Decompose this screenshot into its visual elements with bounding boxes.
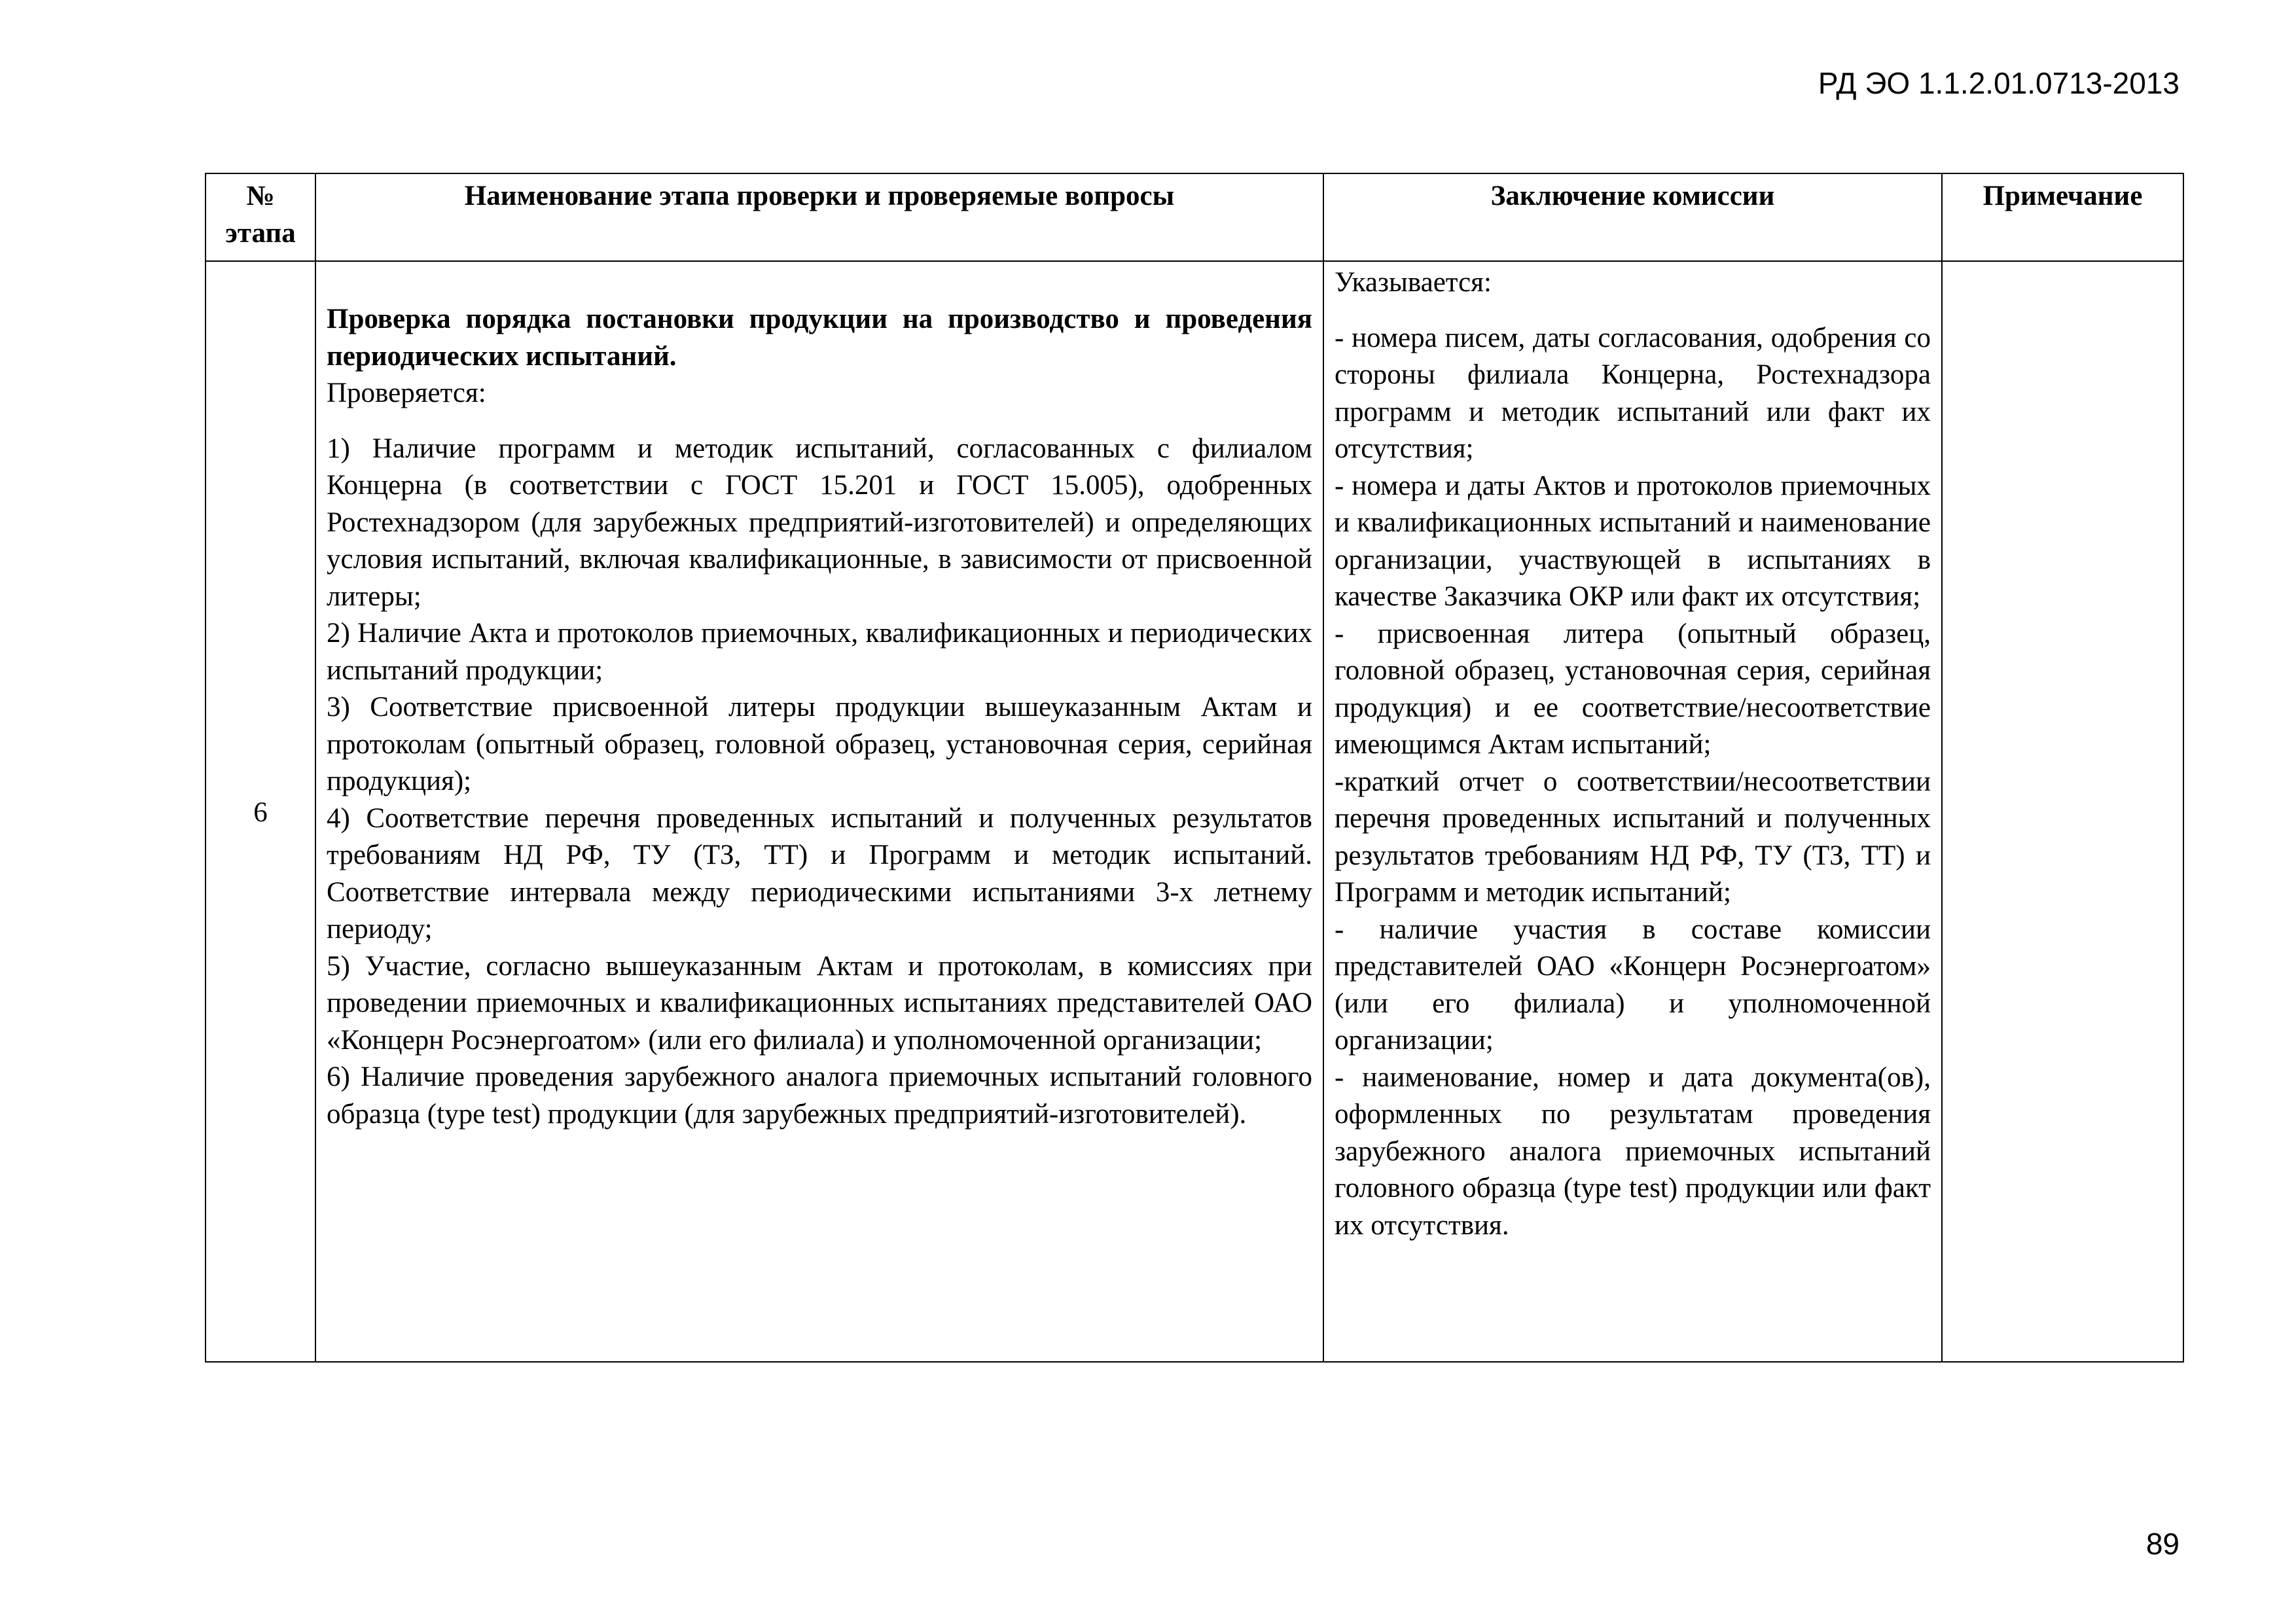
check-item: 5) Участие, согласно вышеуказанным Актам и протоколам, в комиссиях при проведении приемочных и квалификационных испытаниях представителей ОАО «Концерн Росэнергоатом» (или его филиала) и уполномоченной организации; [327, 950, 1312, 1056]
conclusion-item: - наименование, номер и дата документа(ов), оформленных по результатам проведения зарубежного аналога приемочных испытаний головного образца (type test) продукции или факт их отсутствия. [1335, 1061, 1931, 1241]
table-header-row [206, 173, 2183, 261]
check-item: 3) Соответствие присвоенной литеры продукции вышеуказанным Актам и протоколам (опытный образец, головной образец, установочная серия, серийная продукция); [327, 692, 1312, 796]
table-row [206, 261, 2183, 1362]
conclusion-item: - наличие участия в составе комиссии представителей ОАО «Концерн Росэнергоатом» (или его филиала) и уполномоченной организации; [1335, 914, 1931, 1056]
checked-intro: Проверяется: [327, 378, 486, 408]
commission-conclusion-cell [1323, 261, 1942, 1362]
stage-description-cell [315, 261, 1323, 1362]
note-cell [1942, 261, 2183, 1362]
check-item: 2) Наличие Акта и протоколов приемочных, квалификационных и периодических испытаний продукции; [327, 618, 1312, 686]
header-stage-number: № этапа [206, 173, 315, 261]
header-stage-name: Наименование этапа проверки и проверяемые вопросы [315, 173, 1323, 261]
conclusion-item: - присвоенная литера (опытный образец, головной образец, установочная серия, серийная продукция) и ее соответствие/несоответствие имеющимся Актам испытаний; [1335, 618, 1931, 760]
header-commission-conclusion: Заключение комиссии [1323, 173, 1942, 261]
conclusion-intro: Указывается: [1335, 267, 1492, 298]
conclusion-item: - номера писем, даты согласования, одобрения со стороны филиала Концерна, Ростехнадзора программ и методик испытаний или факт их отсутствия; [1335, 322, 1931, 464]
check-item: 4) Соответствие перечня проведенных испытаний и полученных результатов требованиям НД РФ, ТУ (ТЗ, ТТ) и Программ и методик испытаний. Соответствие интервала между периодическими испытаниями 3-х летнему периоду; [327, 802, 1312, 944]
page-number: 89 [2145, 1527, 2179, 1561]
conclusion-item: -краткий отчет о соответствии/несоответствии перечня проведенных испытаний и полученных результатов требованиям НД РФ, ТУ (ТЗ, ТТ) и Программ и методик испытаний; [1335, 766, 1931, 908]
check-item: 1) Наличие программ и методик испытаний, согласованных с филиалом Концерна (в соответствии с ГОСТ 15.201 и ГОСТ 15.005), одобренных Ростехнадзором (для зарубежных предприятий-изготовителей) и определяющих условия испытаний, включая квалификационные, в зависимости от присвоенной литеры; [327, 433, 1312, 612]
stage-title: Проверка порядка постановки продукции на производство и проведения периодических испытаний. [327, 304, 1312, 372]
document-code: РД ЭО 1.1.2.01.0713-2013 [1818, 66, 2179, 100]
conclusion-item: - номера и даты Актов и протоколов приемочных и квалификационных испытаний и наименование организации, участвующей в испытаниях в качестве Заказчика ОКР или факт их отсутствия; [1335, 470, 1931, 612]
stage-number-cell: 6 [206, 261, 315, 1362]
check-item: 6) Наличие проведения зарубежного аналога приемочных испытаний головного образца (type test) продукции (для зарубежных предприятий-изготовителей). [327, 1061, 1312, 1130]
verification-table [205, 173, 2184, 1363]
header-note: Примечание [1942, 173, 2183, 261]
